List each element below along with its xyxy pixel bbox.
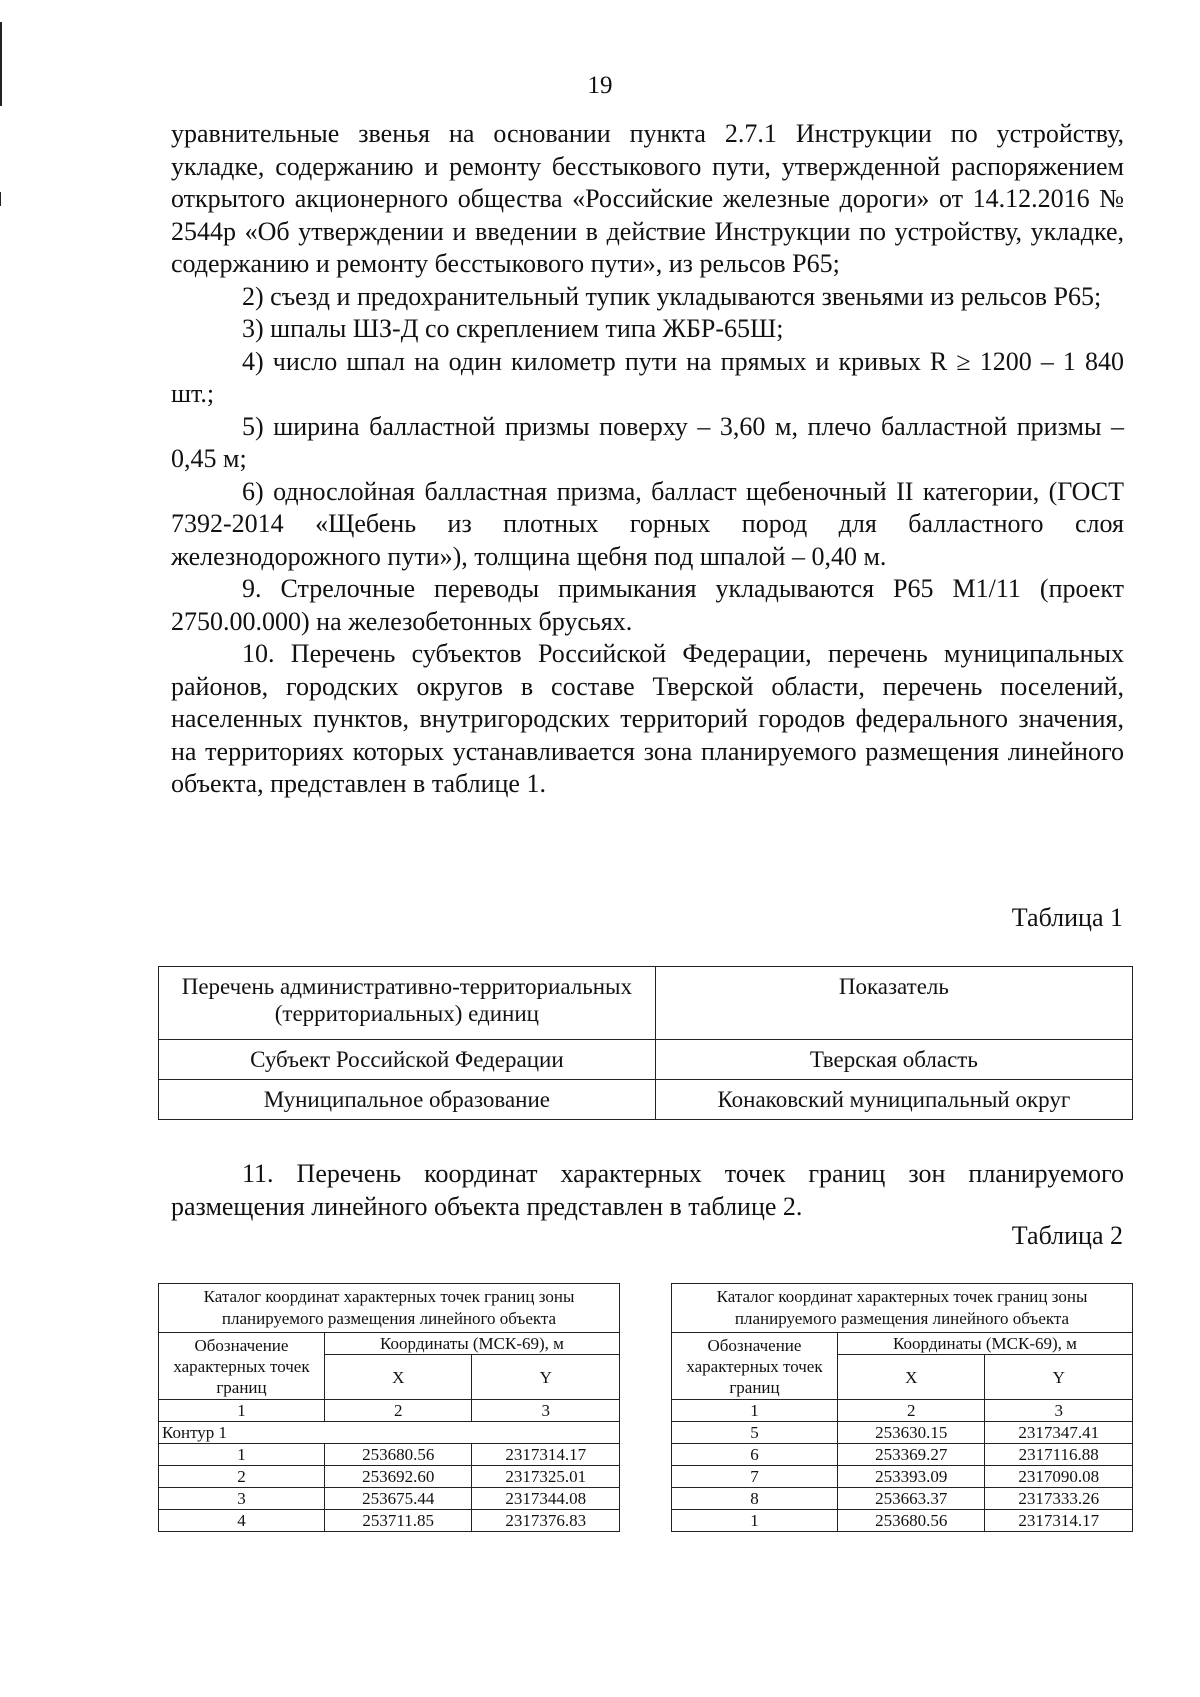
point-id: 1 [159,1444,325,1466]
coord-y: 2317344.08 [472,1488,620,1510]
coord-y: 2317325.01 [472,1466,620,1488]
coord-x: 253369.27 [837,1444,985,1466]
table-row [159,1488,620,1510]
coordinates-table-right [671,1283,1133,1532]
coord-x: 253663.37 [837,1488,985,1510]
point-id: 4 [159,1510,325,1532]
point-id: 7 [672,1466,838,1488]
table-header-cell: Перечень административно-территориальных (территориальных) единиц [159,967,656,1040]
coordinates-table-left [158,1283,620,1532]
col-number: 2 [324,1400,472,1422]
page-number: 19 [587,72,613,99]
table-row [159,1040,1133,1080]
coord-x: 253711.85 [324,1510,472,1532]
coord-y: 2317376.83 [472,1510,620,1532]
col-number: 3 [985,1400,1133,1422]
table-header-cell: Показатель [655,967,1132,1040]
table-title: Каталог координат характерных точек границ зоны планируемого размещения линейного объекта [672,1284,1133,1333]
point-id: 3 [159,1488,325,1510]
col-header-x: X [324,1355,472,1400]
table-title: Каталог координат характерных точек границ зоны планируемого размещения линейного объекта [159,1284,620,1333]
col-number: 1 [672,1400,838,1422]
point-id: 5 [672,1422,838,1444]
body-text [171,118,1124,801]
coord-x: 253675.44 [324,1488,472,1510]
paragraph: 9. Стрелочные переводы примыкания укладываются Р65 М1/11 (проект 2750.00.000) на железобетонных брусьях. [171,574,1124,636]
coord-x: 253680.56 [837,1510,985,1532]
table-row [159,1080,1133,1120]
col-header-y: Y [985,1355,1133,1400]
point-id: 2 [159,1466,325,1488]
paragraph: уравнительные звенья на основании пункта 2.7.1 Инструкции по устройству, укладке, содержанию и ремонту бесстыкового пути, утвержденной распоряжением открытого акционерного общества «Российские железные дороги» от 14.12.2016 № 2544р «Об утверждении и введении в действие Инструкции по устройству, укладке, содержанию и ремонту бесстыкового пути», из рельсов Р65; [171,119,1124,278]
coord-x: 253692.60 [324,1466,472,1488]
coord-x: 253393.09 [837,1466,985,1488]
coord-y: 2317116.88 [985,1444,1133,1466]
table-header-row [159,967,1133,1040]
table-row [159,1510,620,1532]
paragraph: 11. Перечень координат характерных точек границ зон планируемого размещения линейного объекта представлен в таблице 2. [171,1159,1124,1221]
paragraph: 3) шпалы ШЗ-Д со скреплением типа ЖБР-65Ш; [242,314,784,343]
col-header-point: Обозначение характерных точек границ [672,1333,838,1400]
coord-y: 2317333.26 [985,1488,1133,1510]
scan-edge-mark [0,192,1,206]
col-header-point: Обозначение характерных точек границ [159,1333,325,1400]
point-id: 6 [672,1444,838,1466]
col-number: 2 [837,1400,985,1422]
point-id: 1 [672,1510,838,1532]
col-header-y: Y [472,1355,620,1400]
table-row [672,1510,1133,1532]
coord-y: 2317090.08 [985,1466,1133,1488]
col-header-x: X [837,1355,985,1400]
table1 [158,966,1133,1120]
coord-x: 253630.15 [837,1422,985,1444]
coord-x: 253680.56 [324,1444,472,1466]
col-header-coords: Координаты (МСК-69), м [837,1333,1132,1355]
table-row [672,1422,1133,1444]
table-cell: Конаковский муниципальный округ [655,1080,1132,1120]
paragraph-11 [171,1158,1124,1223]
table-cell: Муниципальное образование [159,1080,656,1120]
point-id: 8 [672,1488,838,1510]
table-cell: Тверская область [655,1040,1132,1080]
paragraph: 2) съезд и предохранительный тупик укладываются звеньями из рельсов Р65; [242,281,1102,311]
table-row [672,1488,1133,1510]
table-row [159,1444,620,1466]
col-number: 1 [159,1400,325,1422]
col-number: 3 [472,1400,620,1422]
col-header-coords: Координаты (МСК-69), м [324,1333,619,1355]
paragraph: 5) ширина балластной призмы поверху – 3,60 м, плечо балластной призмы – 0,45 м; [171,411,1124,473]
paragraph: 10. Перечень субъектов Российской Федерации, перечень муниципальных районов, городских округов в составе Тверской области, перечень поселений, населенных пунктов, внутригородских территорий городов федерального значения, на территориях которых устанавливается зона планируемого размещения линейного объекта, представлен в таблице 1. [171,639,1124,798]
table-row [159,1466,620,1488]
contour-label: Контур 1 [159,1422,620,1444]
coord-y: 2317347.41 [985,1422,1133,1444]
table1-caption: Таблица 1 [1011,903,1123,932]
paragraph: 6) однослойная балластная призма, балласт щебеночный II категории, (ГОСТ 7392-2014 «Щебень из плотных горных пород для балластного слоя железнодорожного пути»), толщина щебня под шпалой – 0,40 м. [171,476,1124,571]
table-row [672,1444,1133,1466]
table-cell: Субъект Российской Федерации [159,1040,656,1080]
paragraph: 4) число шпал на один километр пути на прямых и кривых R ≥ 1200 – 1 840 шт.; [171,346,1124,408]
coord-y: 2317314.17 [472,1444,620,1466]
table2-caption: Таблица 2 [1011,1221,1123,1250]
coord-y: 2317314.17 [985,1510,1133,1532]
table-row [672,1466,1133,1488]
